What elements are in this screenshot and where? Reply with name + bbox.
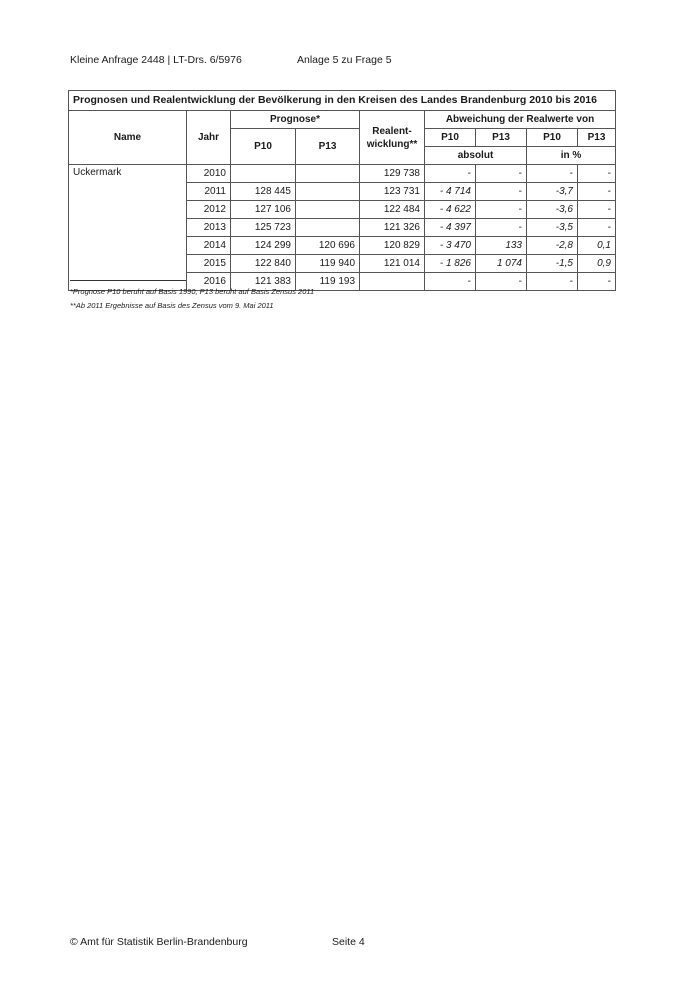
p10-cell: 124 299 — [231, 237, 296, 255]
p13-cell: 119 193 — [296, 273, 360, 291]
pct-p13-cell: - — [578, 273, 616, 291]
p10-cell: 128 445 — [231, 183, 296, 201]
column-header-pct-p13: P13 — [578, 129, 616, 147]
column-header-absolute: absolut — [425, 147, 527, 165]
copyright-text: © Amt für Statistik Berlin-Brandenburg — [70, 936, 248, 948]
p10-cell: 121 383 — [231, 273, 296, 291]
real-cell: 121 326 — [360, 219, 425, 237]
pct-p10-cell: - — [527, 165, 578, 183]
footnote-forecast: *Prognose P10 beruht auf Basis 1990, P13 beruht auf Basis Zensus 2011 — [70, 287, 315, 296]
column-header-percent: in % — [527, 147, 616, 165]
abs-p10-cell: - 1 826 — [425, 255, 476, 273]
abs-p13-cell: - — [476, 165, 527, 183]
abs-p10-cell: - 4 714 — [425, 183, 476, 201]
real-cell: 120 829 — [360, 237, 425, 255]
pct-p13-cell: 0,1 — [578, 237, 616, 255]
pct-p13-cell: 0,9 — [578, 255, 616, 273]
page-header — [70, 54, 392, 66]
p10-cell: 127 106 — [231, 201, 296, 219]
year-cell: 2010 — [187, 165, 231, 183]
abs-p13-cell: - — [476, 219, 527, 237]
p13-cell — [296, 183, 360, 201]
p13-cell: 119 940 — [296, 255, 360, 273]
real-cell: 122 484 — [360, 201, 425, 219]
p10-cell — [231, 165, 296, 183]
abs-p13-cell: 1 074 — [476, 255, 527, 273]
p13-cell — [296, 201, 360, 219]
real-cell: 123 731 — [360, 183, 425, 201]
table-row — [69, 165, 616, 183]
column-header-name: Name — [69, 111, 187, 165]
page-footer — [70, 936, 365, 948]
pct-p10-cell: -1,5 — [527, 255, 578, 273]
p13-cell — [296, 219, 360, 237]
page-number: Seite 4 — [332, 936, 365, 948]
pct-p10-cell: -3,7 — [527, 183, 578, 201]
p10-cell: 125 723 — [231, 219, 296, 237]
real-cell: 129 738 — [360, 165, 425, 183]
district-name: Uckermark — [69, 165, 187, 291]
abs-p13-cell: - — [476, 201, 527, 219]
abs-p13-cell: 133 — [476, 237, 527, 255]
abs-p10-cell: - — [425, 273, 476, 291]
annex-label: Anlage 5 zu Frage 5 — [297, 54, 392, 66]
abs-p10-cell: - 4 622 — [425, 201, 476, 219]
p10-cell: 122 840 — [231, 255, 296, 273]
p13-cell: 120 696 — [296, 237, 360, 255]
pct-p13-cell: - — [578, 165, 616, 183]
column-header-p13: P13 — [296, 129, 360, 165]
year-cell: 2011 — [187, 183, 231, 201]
column-header-year: Jahr — [187, 111, 231, 165]
document-reference: Kleine Anfrage 2448 | LT-Drs. 6/5976 — [70, 54, 242, 66]
column-header-forecast: Prognose* — [231, 111, 360, 129]
column-header-real: Realent- wicklung** — [360, 111, 425, 165]
column-header-abs-p10: P10 — [425, 129, 476, 147]
column-header-abs-p13: P13 — [476, 129, 527, 147]
year-cell: 2015 — [187, 255, 231, 273]
pct-p10-cell: -2,8 — [527, 237, 578, 255]
p13-cell — [296, 165, 360, 183]
column-header-deviation: Abweichung der Realwerte von — [425, 111, 616, 129]
table-title: Prognosen und Realentwicklung der Bevölkerung in den Kreisen des Landes Brandenburg 2010 bis 2016 — [69, 91, 616, 111]
footnote-divider — [70, 280, 186, 281]
pct-p10-cell: -3,6 — [527, 201, 578, 219]
year-cell: 2013 — [187, 219, 231, 237]
abs-p13-cell: - — [476, 273, 527, 291]
footnote-census: **Ab 2011 Ergebnisse auf Basis des Zensus vom 9. Mai 2011 — [70, 301, 274, 310]
abs-p10-cell: - 4 397 — [425, 219, 476, 237]
population-table — [68, 90, 616, 291]
abs-p13-cell: - — [476, 183, 527, 201]
year-cell: 2014 — [187, 237, 231, 255]
pct-p13-cell: - — [578, 219, 616, 237]
abs-p10-cell: - — [425, 165, 476, 183]
real-cell: 121 014 — [360, 255, 425, 273]
year-cell: 2012 — [187, 201, 231, 219]
abs-p10-cell: - 3 470 — [425, 237, 476, 255]
pct-p13-cell: - — [578, 201, 616, 219]
year-cell: 2016 — [187, 273, 231, 291]
pct-p10-cell: -3,5 — [527, 219, 578, 237]
pct-p10-cell: - — [527, 273, 578, 291]
column-header-p10: P10 — [231, 129, 296, 165]
real-cell — [360, 273, 425, 291]
pct-p13-cell: - — [578, 183, 616, 201]
column-header-pct-p10: P10 — [527, 129, 578, 147]
